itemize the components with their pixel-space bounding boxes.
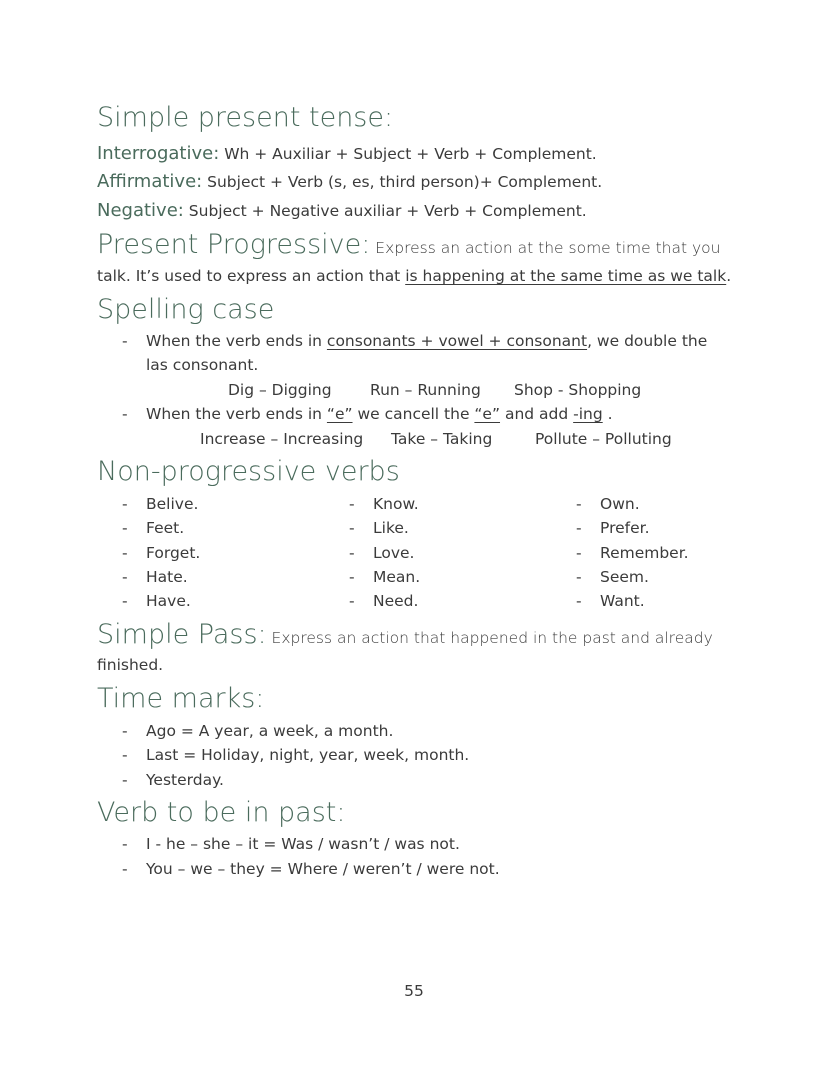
bullet-dash: - <box>349 543 355 562</box>
example-run: Run – Running <box>370 381 481 399</box>
bullet-dash: - <box>122 405 128 423</box>
bullet-dash: - <box>349 495 355 513</box>
bullet-dash: - <box>122 519 128 538</box>
spelling-rule-2 <box>146 402 613 426</box>
affirmative-label: Affirmative: <box>97 171 203 192</box>
example-pollute: Pollute – Polluting <box>535 430 672 448</box>
bullet-dash: - <box>122 495 128 513</box>
negative-line <box>97 199 587 223</box>
bullet-dash: - <box>576 519 582 538</box>
bullet-dash: - <box>122 835 128 853</box>
example-take: Take – Taking <box>391 430 493 448</box>
bullet-dash: - <box>576 495 582 513</box>
rule-text: When the verb ends in <box>146 405 327 423</box>
affirmative-line <box>97 170 602 194</box>
bullet-dash: - <box>122 722 128 740</box>
spelling-rule-1 <box>146 329 707 353</box>
spelling-rule-1-cont: las consonant. <box>146 356 259 374</box>
bullet-dash: - <box>349 519 355 538</box>
heading-spelling-case <box>97 293 274 327</box>
simple-pass-text-1: Express an action that happened in the past and already <box>266 629 713 647</box>
non-progressive-verb: Love. <box>373 543 415 562</box>
heading-simple-pass <box>97 618 713 655</box>
bullet-dash: - <box>349 567 355 586</box>
pp-text-underlined: is happening at the same time as we talk <box>405 267 727 285</box>
non-progressive-verb: Own. <box>600 495 640 513</box>
non-progressive-verb: Feet. <box>146 519 185 538</box>
heading-text: Simple present tense: <box>97 102 394 133</box>
non-progressive-verb: Remember. <box>600 543 689 562</box>
heading-time-marks <box>97 682 264 716</box>
bullet-dash: - <box>576 543 582 562</box>
non-progressive-verb: Have. <box>146 592 191 611</box>
non-progressive-verb: Know. <box>373 495 419 513</box>
heading-non-progressive <box>97 455 400 489</box>
heading-simple-present <box>97 101 393 135</box>
time-mark-last: Last = Holiday, night, year, week, month. <box>146 746 470 764</box>
rule-text: When the verb ends in <box>146 332 327 350</box>
interrogative-text: Wh + Auxiliar + Subject + Verb + Complement. <box>219 145 597 163</box>
rule-underlined: consonants + vowel + consonant <box>326 332 588 350</box>
rule-underlined: “e” <box>474 405 501 423</box>
heading-present-progressive <box>97 228 720 265</box>
heading-text: Present Progressive: <box>97 229 371 260</box>
negative-text: Subject + Negative auxiliar + Verb + Complement. <box>183 202 587 220</box>
heading-text: Simple Pass: <box>97 619 267 650</box>
time-mark-yesterday: Yesterday. <box>146 771 224 789</box>
non-progressive-verb: Like. <box>373 519 409 538</box>
rule-text: we cancell the <box>352 405 475 423</box>
non-progressive-verb: Seem. <box>600 567 649 586</box>
non-progressive-verb: Belive. <box>146 495 199 513</box>
affirmative-text: Subject + Verb (s, es, third person)+ Complement. <box>202 173 603 191</box>
example-dig: Dig – Digging <box>228 381 332 399</box>
bullet-dash: - <box>122 543 128 562</box>
non-progressive-verb: Mean. <box>373 567 421 586</box>
verb-to-be-singular: I - he – she – it = Was / wasn’t / was not. <box>146 835 460 853</box>
bullet-dash: - <box>122 746 128 764</box>
pp-text-start: talk. It’s used to express an action that <box>97 267 406 285</box>
present-progressive-line-2 <box>97 264 731 288</box>
bullet-dash: - <box>122 592 128 611</box>
present-progressive-text-1: Express an action at the some time that you <box>370 239 721 257</box>
bullet-dash: - <box>122 567 128 586</box>
heading-text: Time marks: <box>97 683 265 714</box>
rule-underlined: “e” <box>326 405 353 423</box>
non-progressive-verb: Need. <box>373 592 419 611</box>
rule-text: , we double the <box>587 332 708 350</box>
example-shop: Shop - Shopping <box>514 381 642 399</box>
bullet-dash: - <box>122 332 128 350</box>
bullet-dash: - <box>576 592 582 611</box>
pp-text-end: . <box>726 267 732 285</box>
rule-text: . <box>602 405 613 423</box>
non-progressive-verb: Prefer. <box>600 519 650 538</box>
rule-underlined: -ing <box>573 405 603 423</box>
bullet-dash: - <box>576 567 582 586</box>
interrogative-label: Interrogative: <box>97 143 220 164</box>
bullet-dash: - <box>122 771 128 789</box>
time-mark-ago: Ago = A year, a week, a month. <box>146 722 394 740</box>
example-increase: Increase – Increasing <box>200 430 364 448</box>
heading-text: Non-progressive verbs <box>97 456 400 487</box>
non-progressive-verb: Forget. <box>146 543 201 562</box>
rule-text: and add <box>500 405 574 423</box>
simple-pass-line-2: finished. <box>97 656 164 674</box>
bullet-dash: - <box>122 860 128 878</box>
page-number: 55 <box>404 982 424 1000</box>
interrogative-line <box>97 142 597 166</box>
heading-verb-to-be <box>97 796 345 830</box>
heading-text: Spelling case <box>97 294 275 325</box>
non-progressive-verb: Want. <box>600 592 645 611</box>
heading-text: Verb to be in past: <box>97 797 346 828</box>
verb-to-be-plural: You – we – they = Where / weren’t / were not. <box>146 860 500 878</box>
negative-label: Negative: <box>97 200 184 221</box>
non-progressive-verb: Hate. <box>146 567 188 586</box>
bullet-dash: - <box>349 592 355 611</box>
